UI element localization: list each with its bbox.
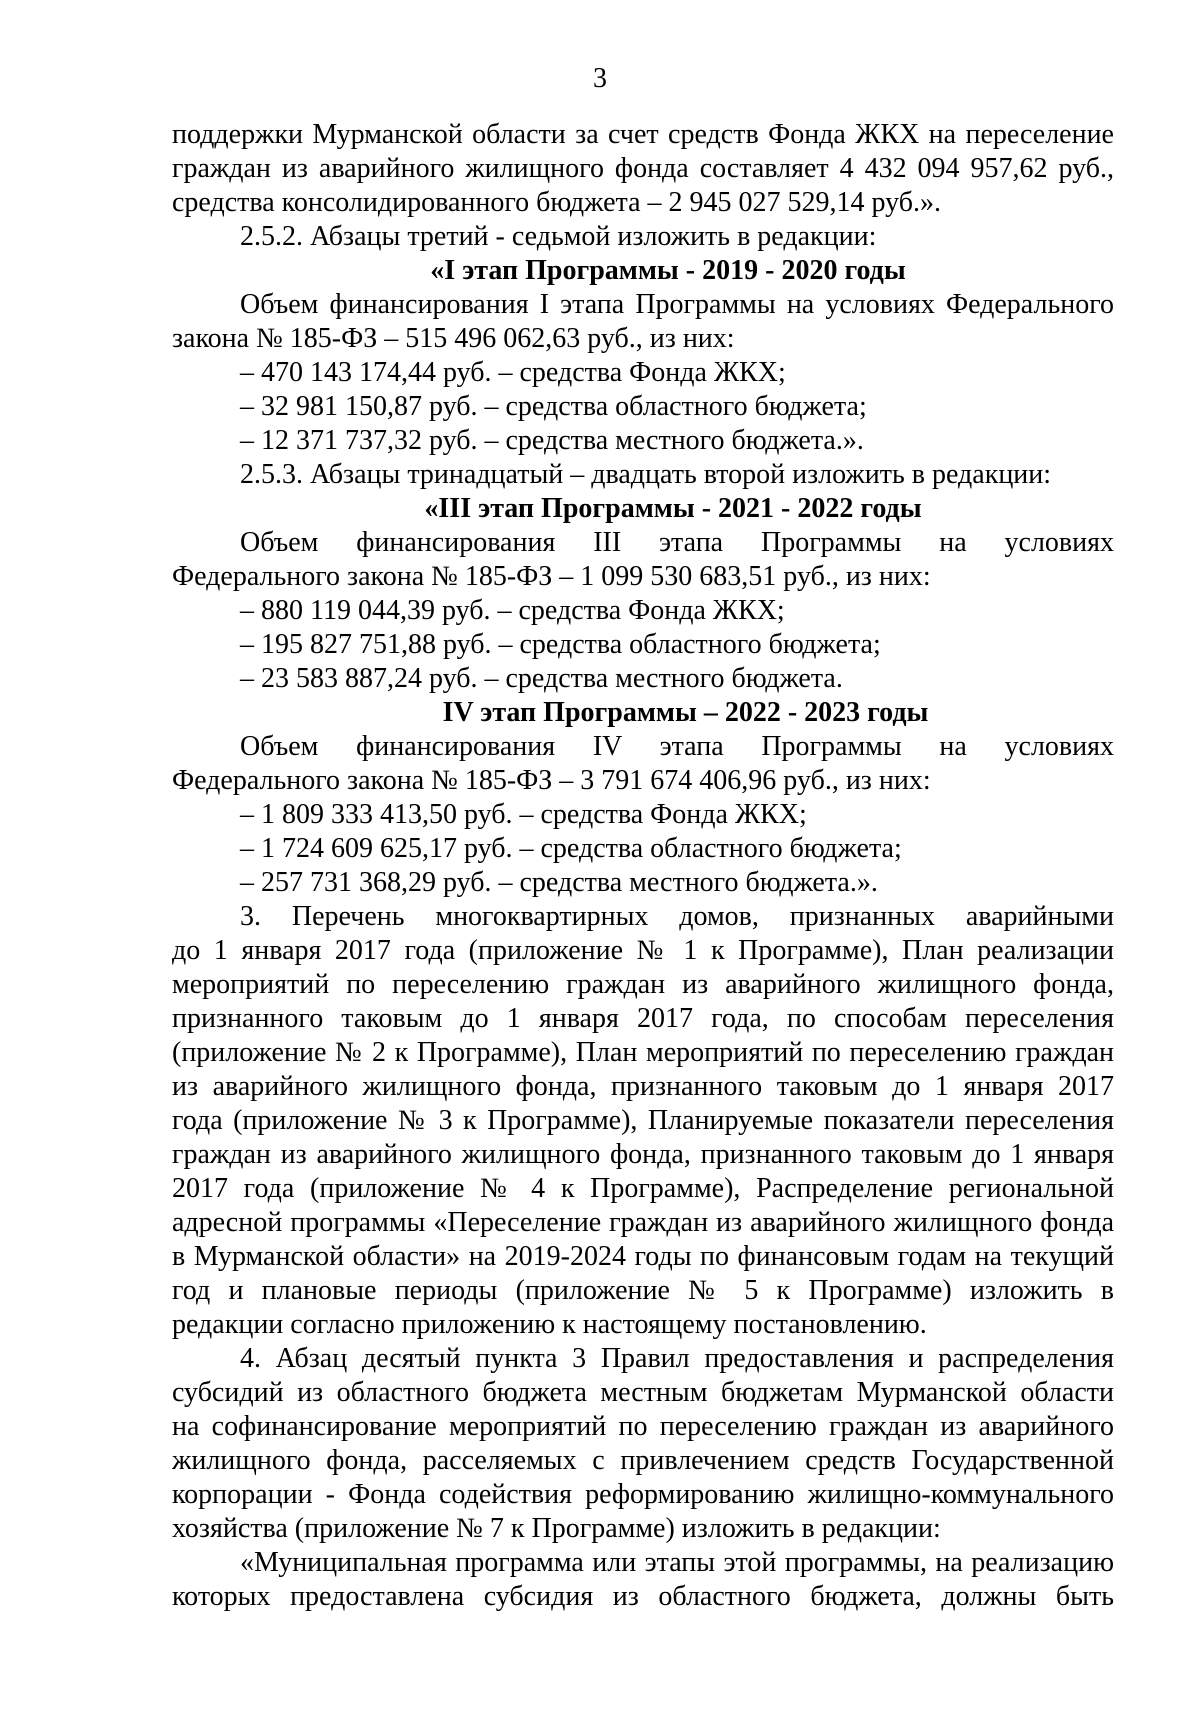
- text-line: в Мурманской области» на 2019-2024 годы по финансовым годам на текущий: [172, 1241, 1114, 1272]
- document-body: [172, 118, 1114, 1614]
- list-item: – 12 371 737,32 руб. – средства местного бюджета.».: [240, 425, 864, 456]
- text-line: граждан из аварийного жилищного фонда, признанного таковым до 1 января: [172, 1139, 1114, 1170]
- page-number: 3: [593, 63, 607, 94]
- text-line: корпорации - Фонда содействия реформированию жилищно-коммунального: [172, 1479, 1114, 1510]
- text-line: из аварийного жилищного фонда, признанного таковым до 1 января 2017: [172, 1071, 1114, 1102]
- text-line: субсидий из областного бюджета местным бюджетам Мурманской области: [172, 1377, 1114, 1408]
- text-line: до 1 января 2017 года (приложение № 1 к Программе), План реализации: [172, 935, 1114, 966]
- text-line: редакции согласно приложению к настоящему постановлению.: [172, 1309, 927, 1340]
- section-heading: «I этап Программы - 2019 - 2020 годы: [430, 255, 906, 286]
- text-line: 2017 года (приложение № 4 к Программе), Распределение региональной: [172, 1173, 1114, 1204]
- text-line: Федерального закона № 185-ФЗ – 3 791 674 406,96 руб., из них:: [172, 765, 931, 796]
- text-line: на софинансирование мероприятий по переселению граждан из аварийного: [172, 1411, 1114, 1442]
- text-line: год и плановые периоды (приложение № 5 к Программе) изложить в: [172, 1275, 1114, 1306]
- list-item: – 880 119 044,39 руб. – средства Фонда ЖКХ;: [240, 595, 785, 626]
- list-item: – 1 724 609 625,17 руб. – средства областного бюджета;: [240, 833, 902, 864]
- text-line: граждан из аварийного жилищного фонда составляет 4 432 094 957,62 руб.,: [172, 153, 1114, 184]
- text-line: Объем финансирования I этапа Программы на условиях Федерального: [240, 289, 1114, 320]
- list-item: – 257 731 368,29 руб. – средства местного бюджета.».: [240, 867, 878, 898]
- text-line: Объем финансирования IV этапа Программы на условиях: [240, 731, 1114, 762]
- text-line: (приложение № 2 к Программе), План мероприятий по переселению граждан: [172, 1037, 1114, 1068]
- text-line: 4. Абзац десятый пункта 3 Правил предоставления и распределения: [240, 1343, 1114, 1374]
- text-line: 2.5.3. Абзацы тринадцатый – двадцать второй изложить в редакции:: [240, 459, 1052, 490]
- section-heading: «III этап Программы - 2021 - 2022 годы: [424, 493, 922, 524]
- text-line: года (приложение № 3 к Программе), Планируемые показатели переселения: [172, 1105, 1114, 1136]
- text-line: Федерального закона № 185-ФЗ – 1 099 530 683,51 руб., из них:: [172, 561, 931, 592]
- list-item: – 195 827 751,88 руб. – средства областного бюджета;: [240, 629, 881, 660]
- text-line: 3. Перечень многоквартирных домов, признанных аварийными: [240, 901, 1114, 932]
- text-line: мероприятий по переселению граждан из аварийного жилищного фонда,: [172, 969, 1114, 1000]
- text-line: 2.5.2. Абзацы третий - седьмой изложить в редакции:: [240, 221, 877, 252]
- text-line: которых предоставлена субсидия из областного бюджета, должны быть: [172, 1581, 1114, 1612]
- section-heading: IV этап Программы – 2022 - 2023 годы: [442, 697, 929, 728]
- list-item: – 470 143 174,44 руб. – средства Фонда ЖКХ;: [240, 357, 786, 388]
- text-line: поддержки Мурманской области за счет средств Фонда ЖКХ на переселение: [172, 119, 1114, 150]
- text-line: средства консолидированного бюджета – 2 945 027 529,14 руб.».: [172, 187, 942, 218]
- list-item: – 32 981 150,87 руб. – средства областного бюджета;: [240, 391, 867, 422]
- text-line: «Муниципальная программа или этапы этой программы, на реализацию: [240, 1547, 1114, 1578]
- text-line: признанного таковым до 1 января 2017 года, по способам переселения: [172, 1003, 1114, 1034]
- text-line: жилищного фонда, расселяемых с привлечением средств Государственной: [172, 1445, 1114, 1476]
- text-line: хозяйства (приложение № 7 к Программе) изложить в редакции:: [172, 1513, 941, 1544]
- list-item: – 23 583 887,24 руб. – средства местного бюджета.: [240, 663, 843, 694]
- text-line: Объем финансирования III этапа Программы на условиях: [240, 527, 1114, 558]
- text-line: закона № 185-ФЗ – 515 496 062,63 руб., из них:: [172, 323, 735, 354]
- text-line: адресной программы «Переселение граждан из аварийного жилищного фонда: [172, 1207, 1114, 1238]
- list-item: – 1 809 333 413,50 руб. – средства Фонда ЖКХ;: [240, 799, 807, 830]
